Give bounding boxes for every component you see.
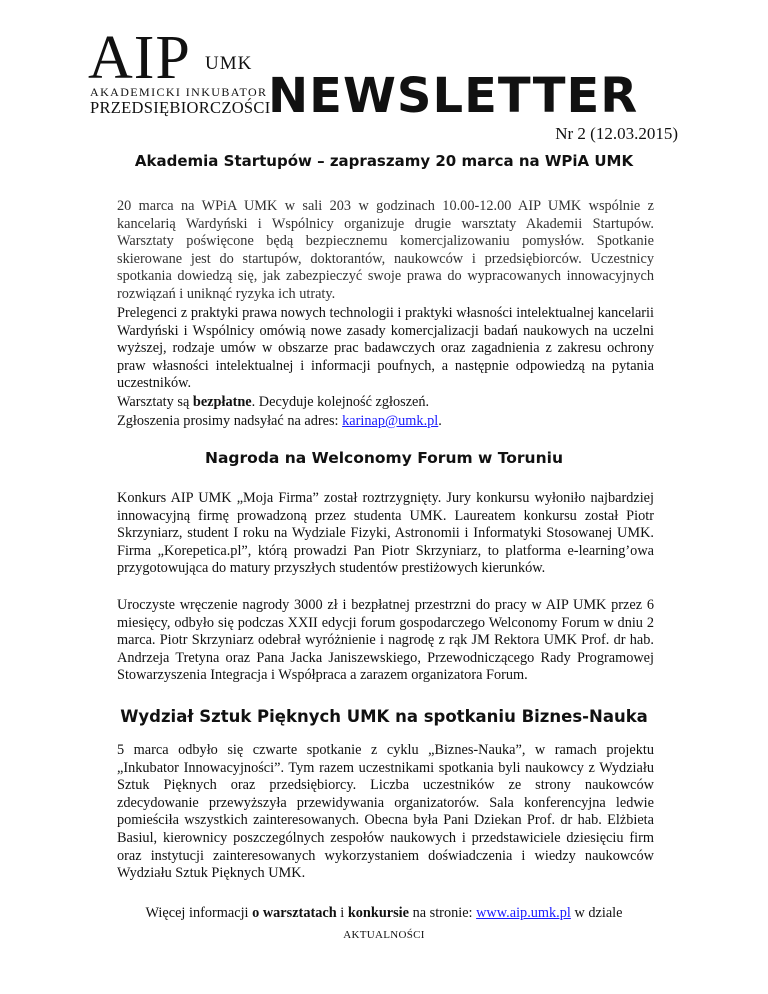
footer-text-3: na stronie: <box>409 905 477 921</box>
section-1-paragraph-1: 20 marca na WPiA UMK w sali 203 w godzinach 10.00-12.00 AIP UMK wspólnie z kancelarią Wardyński i Wspólnicy organizuje drugie warsztaty Akademii Startupów. Warsztaty poświęcone będą bezpiecznemu komercjalizowaniu pomysłów. Spotkanie skierowane jest do startupów, doktorantów, naukowców i przedsiębiorców. Uczestnicy spotkania dowiedzą się, jak zabezpieczyć swoje prawa do wypracowanych innowacyjnych rozwiązań i uniknąć ryzyka ich utraty. <box>117 198 654 302</box>
section-1-p3-bold: bezpłatne <box>192 394 252 410</box>
section-1-paragraph-3 <box>117 394 654 412</box>
newsletter-title: NEWSLETTER <box>268 68 639 124</box>
section-3-paragraph-1: 5 marca odbyło się czwarte spotkanie z cyklu „Biznes-Nauka”, w ramach projektu „Inkubator Innowacyjności”. Tym razem uczestnikami spotkania byli naukowcy z Wydziału Sztuk Pięknych oraz przedsiębiorcy. Liczba uczestników ze strony naukowców zdecydowanie przewyższyła przewidywania organizatorów. Sala konferencyjna ledwie pomieściła wszystkich zainteresowanych. Obecna była Pani Dziekan Prof. dr hab. Elżbieta Basiul, kierownicy poszczególnych zespołów naukowych i przedstawiciele dziesięciu firm oraz instytucji zainteresowanych wykorzystaniem doświadczenia i wiedzy naukowców Wydziału Sztuk Pięknych UMK. <box>117 742 654 882</box>
section-1-p3-text-a: Warsztaty są <box>117 394 193 410</box>
email-link[interactable]: karinap@umk.pl <box>342 413 439 429</box>
section-1-p4-text-a: Zgłoszenia prosimy nadsyłać na adres: <box>117 413 343 429</box>
logo-aip: AIP <box>88 24 191 92</box>
footer-text-2: i <box>336 905 348 921</box>
footer-info <box>0 904 768 922</box>
footer-bold-2: konkursie <box>347 905 409 921</box>
section-3-heading: Wydział Sztuk Pięknych UMK na spotkaniu Biznes-Nauka <box>120 707 648 726</box>
section-2-heading: Nagroda na Welconomy Forum w Toruniu <box>205 449 563 467</box>
logo-line1: AKADEMICKI INKUBATOR <box>90 85 268 99</box>
section-1-heading: Akademia Startupów – zapraszamy 20 marca na WPiA UMK <box>134 152 634 170</box>
footer-bold-1: o warsztatach <box>252 905 337 921</box>
section-1-p4-text-b: . <box>438 413 442 429</box>
logo-umk: UMK <box>205 53 253 74</box>
website-link[interactable]: www.aip.umk.pl <box>476 905 571 921</box>
section-2-paragraph-1: Konkurs AIP UMK „Moja Firma” został roztrzygnięty. Jury konkursu wyłoniło najbardziej innowacyjną firmę prowadzoną przez studenta UMK. Laureatem konkursu został Piotr Skrzyniarz, student I roku na Wydziale Fizyki, Astronomii i Informatyki Stosowanej UMK. Firma „Korepetica.pl”, którą prowadzi Pan Piotr Skrzyniarz, to platforma e-learning’owa przygotowująca do matury przyszłych studentów prestiżowych kierunków. <box>117 490 654 577</box>
issue-number: Nr 2 (12.03.2015) <box>555 124 678 143</box>
footer-section-name: AKTUALNOŚCI <box>343 929 425 941</box>
section-1-paragraph-2: Prelegenci z praktyki prawa nowych technologii i praktyki własności intelektualnej kancelarii Wardyński i Wspólnicy omówią nowe zasady komercjalizacji badań naukowych na uczelni wyższej, rodzaje umów w obszarze prac badawczych oraz zagadnienia z zakresu ochrony praw własności intelektualnej i informacji poufnych, a następnie odpowiedzą na pytania uczestników. <box>117 305 654 392</box>
logo-line2: PRZEDSIĘBIORCZOŚCI <box>90 98 271 117</box>
footer-text-1: Więcej informacji <box>145 905 253 921</box>
footer-text-4: w dziale <box>570 905 623 921</box>
newsletter-header <box>0 0 768 150</box>
section-2-paragraph-2: Uroczyste wręczenie nagrody 3000 zł i bezpłatnej przestrzni do pracy w AIP UMK przez 6 miesięcy, odbyło się podczas XXII edycji forum gospodarczego Welconomy Forum w dniu 2 marca. Piotr Skrzyniarz odebrał wyróżnienie i nagrodę z rąk JM Rektora UMK Prof. dr hab. Andrzeja Tretyna oraz Pana Jacka Janiszewskiego, Przewodniczącego Rady Programowej Stowarzyszenia Integracja i Współpraca a zarazem organizatora Forum. <box>117 597 654 684</box>
section-1-p3-text-b: . Decyduje kolejność zgłoszeń. <box>251 394 430 410</box>
section-1-paragraph-4 <box>117 413 654 431</box>
